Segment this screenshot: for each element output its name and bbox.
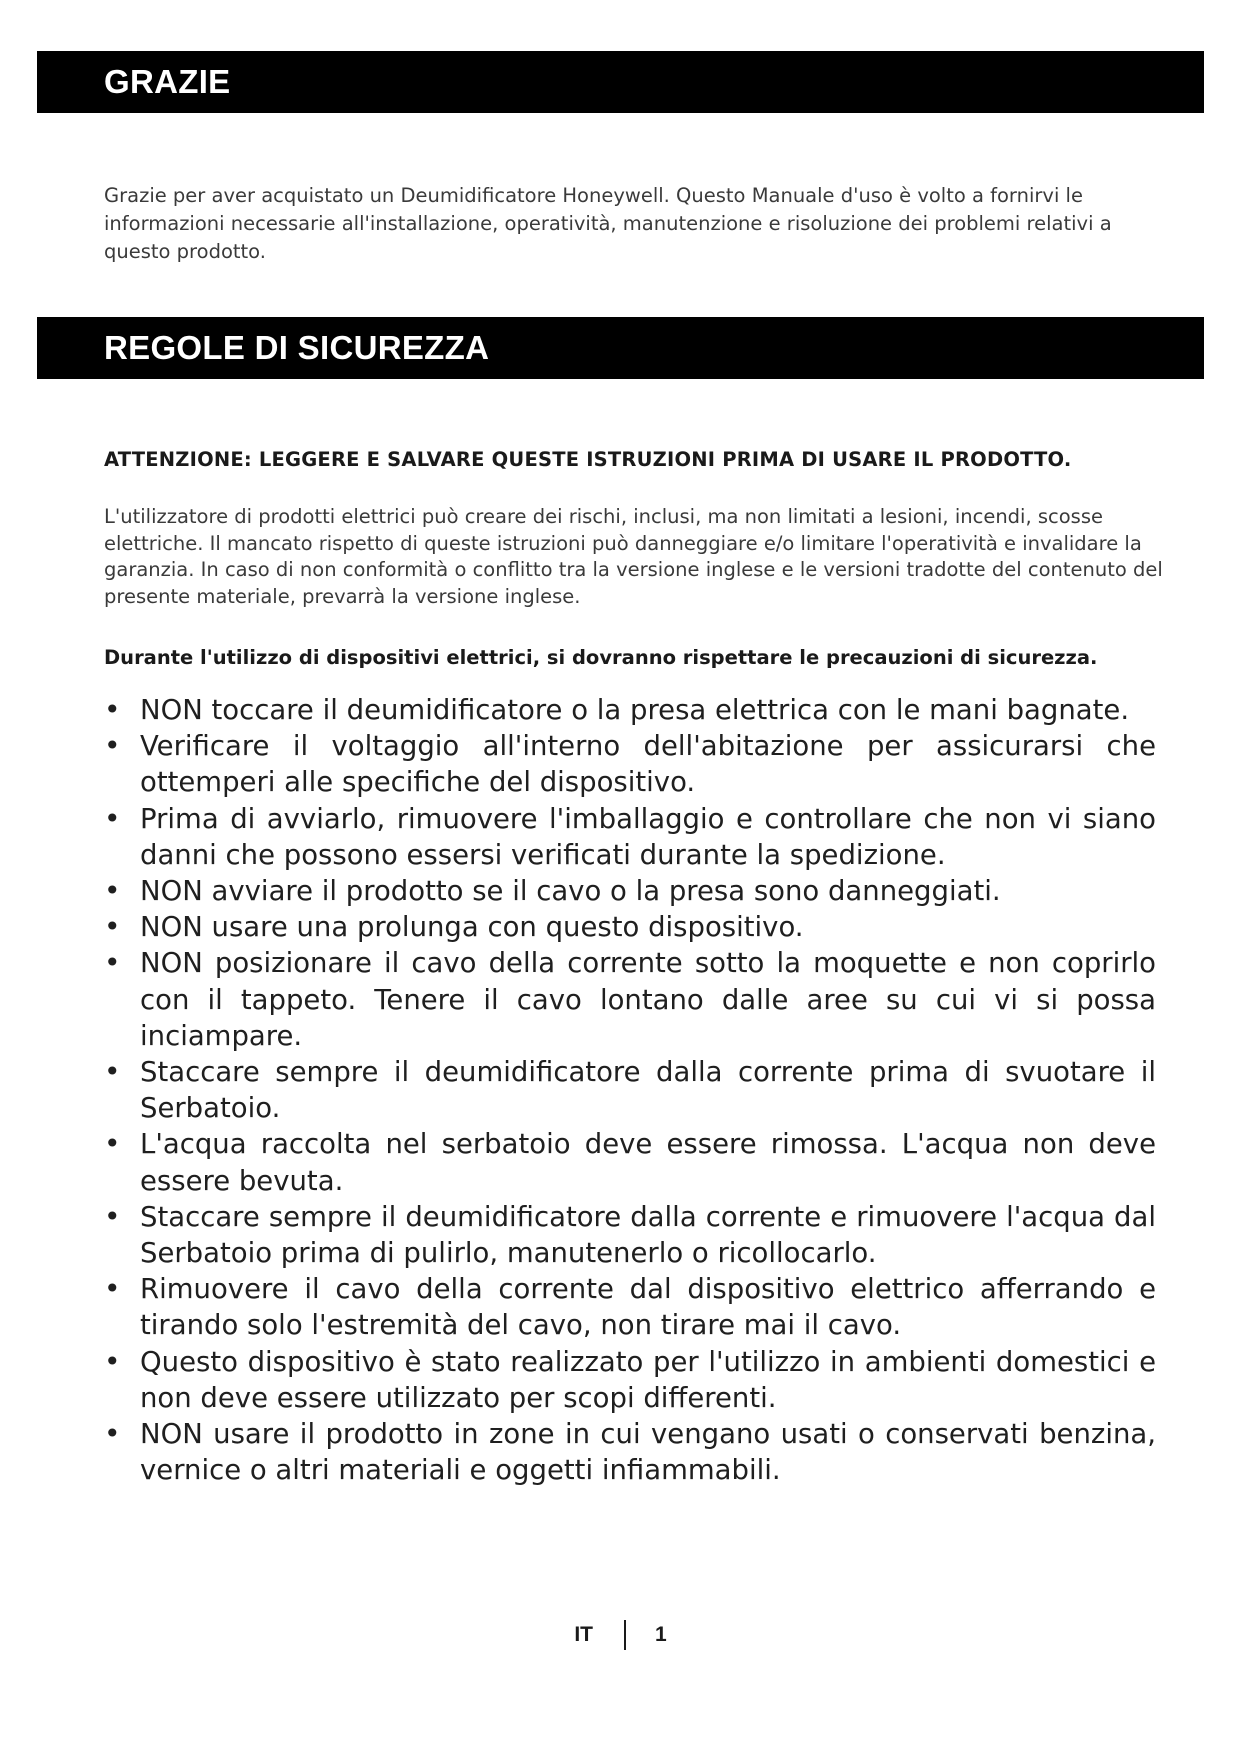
- list-item: • Staccare sempre il deumidificatore dalla corrente prima di svuotare il Serbatoio.: [104, 1054, 1156, 1126]
- list-item: • L'acqua raccolta nel serbatoio deve essere rimossa. L'acqua non deve essere bevuta.: [104, 1126, 1156, 1198]
- list-item: • NON avviare il prodotto se il cavo o la presa sono danneggiati.: [104, 873, 1156, 909]
- footer-divider: [624, 1620, 626, 1650]
- list-item: • NON usare il prodotto in zone in cui vengano usati o conservati benzina, vernice o altri materiali e oggetti infiammabili.: [104, 1416, 1156, 1488]
- section-title-regole: REGOLE DI SICUREZZA: [104, 329, 490, 366]
- list-item: • NON toccare il deumidificatore o la presa elettrica con le mani bagnate.: [104, 692, 1156, 728]
- page-footer: [0, 1620, 1241, 1650]
- language-code: IT: [574, 1623, 593, 1646]
- list-item: • Rimuovere il cavo della corrente dal dispositivo elettrico afferrando e tirando solo l'estremità del cavo, non tirare mai il cavo.: [104, 1271, 1156, 1343]
- page-number: 1: [654, 1623, 667, 1646]
- precautions-heading: Durante l'utilizzo di dispositivi elettrici, si dovranno rispettare le precauzioni di sicurezza.: [104, 646, 1098, 669]
- warning-paragraph: L'utilizzatore di prodotti elettrici può creare dei rischi, inclusi, ma non limitati a lesioni, incendi, scosse elettriche. Il mancato rispetto di queste istruzioni può danneggiare e/o limitare l'operatività e invalidare la garanzia. In caso di non conformità o conflitto tra la versione inglese e le versioni tradotte del contenuto del presente materiale, prevarrà la versione inglese.: [104, 505, 1163, 608]
- list-item: • NON usare una prolunga con questo dispositivo.: [104, 909, 1156, 945]
- list-item: • Questo dispositivo è stato realizzato per l'utilizzo in ambienti domestici e non deve essere utilizzato per scopi differenti.: [104, 1344, 1156, 1416]
- safety-rules-list: [104, 692, 1156, 1488]
- list-item: • NON posizionare il cavo della corrente sotto la moquette e non coprirlo con il tappeto. Tenere il cavo lontano dalle aree su cui vi si possa inciampare.: [104, 945, 1156, 1054]
- list-item: • Verificare il voltaggio all'interno dell'abitazione per assicurarsi che ottemperi alle specifiche del dispositivo.: [104, 728, 1156, 800]
- list-item: • Prima di avviarlo, rimuovere l'imballaggio e controllare che non vi siano danni che possono essersi verificati durante la spedizione.: [104, 801, 1156, 873]
- section-header-regole: [37, 317, 1204, 379]
- warning-heading: ATTENZIONE: LEGGERE E SALVARE QUESTE ISTRUZIONI PRIMA DI USARE IL PRODOTTO.: [104, 448, 1072, 471]
- section-header-grazie: [37, 51, 1204, 113]
- intro-paragraph: Grazie per aver acquistato un Deumidificatore Honeywell. Questo Manuale d'uso è volto a fornirvi le informazioni necessarie all'installazione, operatività, manutenzione e risoluzione dei problemi relativi a questo prodotto.: [104, 184, 1112, 263]
- section-title-grazie: GRAZIE: [104, 63, 231, 100]
- list-item: • Staccare sempre il deumidificatore dalla corrente e rimuovere l'acqua dal Serbatoio prima di pulirlo, manutenerlo o ricollocarlo.: [104, 1199, 1156, 1271]
